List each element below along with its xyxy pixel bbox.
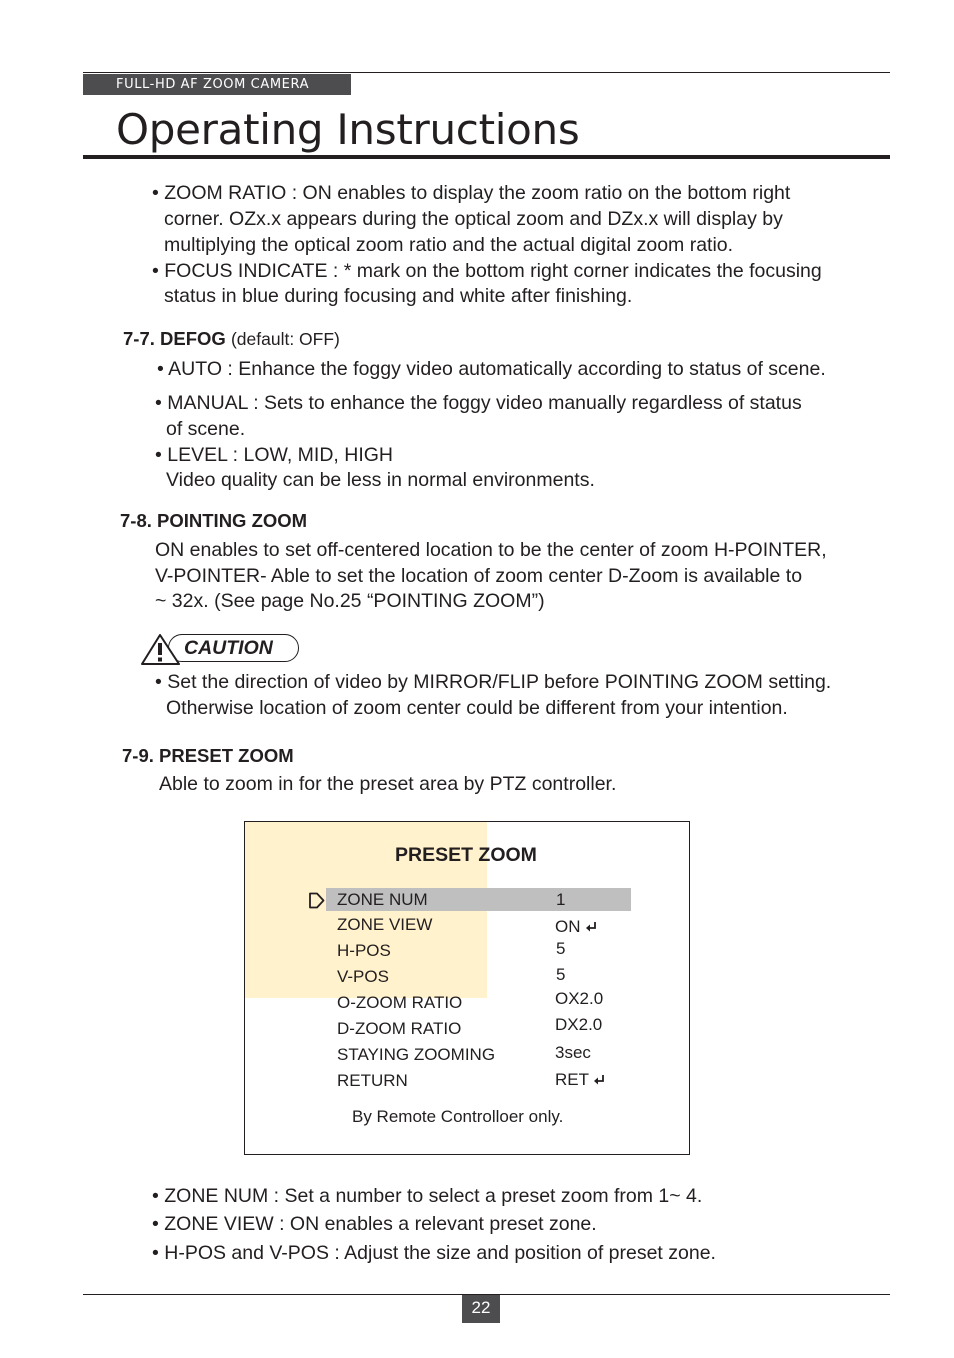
osd-item-value xyxy=(555,916,597,938)
intro-line: multiplying the optical zoom ratio and the actual digital zoom ratio. xyxy=(164,234,734,256)
section-heading-defog xyxy=(123,327,340,351)
osd-item-value: DX2.0 xyxy=(555,1015,603,1034)
heading-default: (default: OFF) xyxy=(230,329,340,349)
osd-item-label: H-POS xyxy=(337,941,391,960)
preset-desc: Able to zoom in for the preset area by PTZ controller. xyxy=(159,773,617,795)
cursor-arrow-icon xyxy=(308,892,326,909)
osd-item-label: V-POS xyxy=(337,967,389,986)
defog-line: Video quality can be less in normal environments. xyxy=(166,469,595,491)
defog-line: of scene. xyxy=(166,418,246,440)
osd-item-label: RETURN xyxy=(337,1071,408,1090)
title-rule xyxy=(83,155,890,159)
osd-note: By Remote Controlloer only. xyxy=(352,1107,564,1126)
bottom-line: • H-POS and V-POS : Adjust the size and position of preset zone. xyxy=(152,1242,716,1264)
osd-value-text: ON xyxy=(555,917,581,936)
pointing-line: V-POINTER- Able to set the location of zoom center D-Zoom is available to xyxy=(155,565,803,587)
intro-line: status in blue during focusing and white after finishing. xyxy=(164,285,633,307)
osd-item-label: STAYING ZOOMING xyxy=(337,1045,496,1064)
defog-line: • AUTO : Enhance the foggy video automatically according to status of scene. xyxy=(157,358,826,380)
osd-item-label: ZONE NUM xyxy=(337,890,428,909)
defog-line: • MANUAL : Sets to enhance the foggy video manually regardless of status xyxy=(155,392,802,414)
intro-line: corner. OZx.x appears during the optical zoom and DZx.x will display by xyxy=(164,208,783,230)
osd-item-label: D-ZOOM RATIO xyxy=(337,1019,462,1038)
caution-label: CAUTION xyxy=(184,637,273,659)
pointing-line: ON enables to set off-centered location to be the center of zoom H-POINTER, xyxy=(155,539,827,561)
bottom-line: • ZONE NUM : Set a number to select a preset zoom from 1~ 4. xyxy=(152,1185,703,1207)
osd-item-value: 1 xyxy=(556,890,566,909)
section-heading-pointing-zoom: 7-8. POINTING ZOOM xyxy=(120,510,308,531)
caution-line: Otherwise location of zoom center could be different from your intention. xyxy=(166,697,788,719)
osd-value-text: RET xyxy=(555,1070,589,1089)
heading-text: 7-7. DEFOG xyxy=(123,328,226,349)
section-heading-preset-zoom: 7-9. PRESET ZOOM xyxy=(122,745,294,766)
header-tab: FULL-HD AF ZOOM CAMERA xyxy=(83,74,351,95)
osd-item-value: 3sec xyxy=(555,1043,591,1062)
osd-item-label: O-ZOOM RATIO xyxy=(337,993,463,1012)
defog-line: • LEVEL : LOW, MID, HIGH xyxy=(155,444,393,466)
intro-line: • FOCUS INDICATE : * mark on the bottom right corner indicates the focusing xyxy=(152,260,822,282)
page-number: 22 xyxy=(462,1295,500,1323)
enter-arrow-icon xyxy=(593,1074,605,1086)
osd-item-value: OX2.0 xyxy=(555,989,604,1008)
page-title: Operating Instructions xyxy=(116,105,580,154)
intro-line: • ZOOM RATIO : ON enables to display the zoom ratio on the bottom right xyxy=(152,182,791,204)
osd-menu-title: PRESET ZOOM xyxy=(395,844,537,866)
osd-item-value: 5 xyxy=(556,939,566,958)
pointing-line: ~ 32x. (See page No.25 “POINTING ZOOM”) xyxy=(155,590,545,612)
osd-item-value xyxy=(555,1069,605,1091)
osd-item-value: 5 xyxy=(556,965,566,984)
bottom-line: • ZONE VIEW : ON enables a relevant preset zone. xyxy=(152,1213,597,1235)
enter-arrow-icon xyxy=(585,921,597,933)
osd-item-label: ZONE VIEW xyxy=(337,915,433,934)
caution-line: • Set the direction of video by MIRROR/FLIP before POINTING ZOOM setting. xyxy=(155,671,832,693)
header-rule xyxy=(83,72,890,73)
